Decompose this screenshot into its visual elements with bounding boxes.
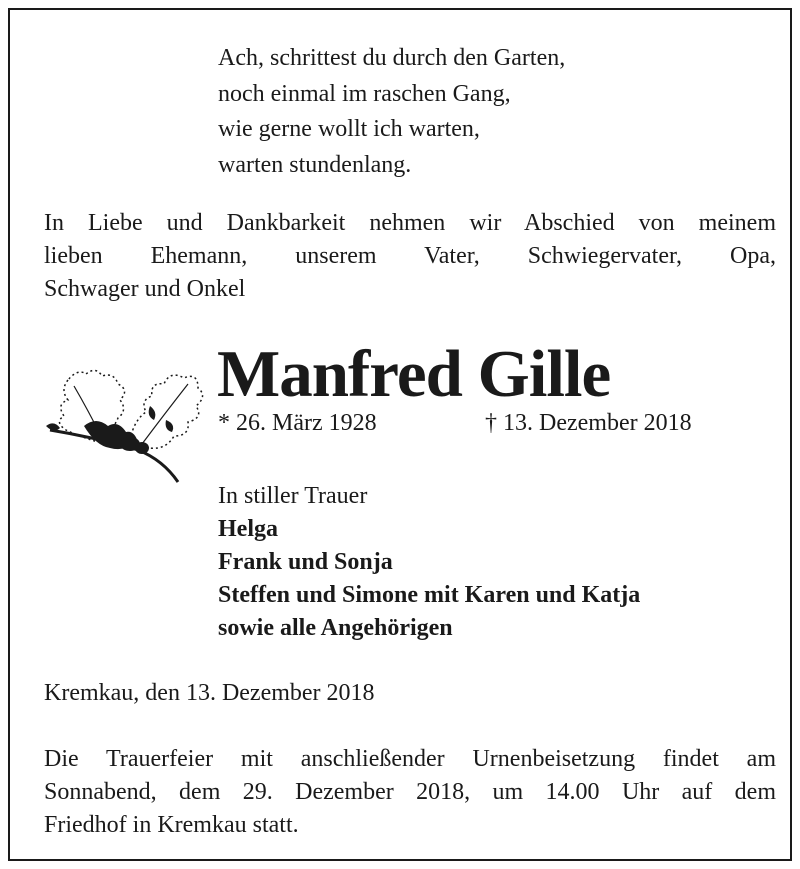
mourners-block (218, 480, 640, 645)
poem-line: warten stundenlang. (218, 151, 412, 178)
deceased-name: Manfred Gille (217, 337, 611, 411)
mourner-name: Helga (218, 516, 278, 542)
intro-line: In Liebe und Dankbarkeit nehmen wir Abschied von meinem (44, 210, 776, 236)
mourner-name: Steffen und Simone mit Karen und Katja (218, 582, 641, 608)
intro-line: Schwager und Onkel (44, 276, 246, 302)
birth-date: * 26. März 1928 (218, 410, 377, 436)
poem-line: Ach, schrittest du durch den Garten, (218, 45, 566, 71)
place-date: Kremkau, den 13. Dezember 2018 (44, 680, 375, 706)
ceremony-line: Sonnabend, dem 29. Dezember 2018, um 14.00 Uhr auf dem (44, 779, 776, 805)
poem-line: noch einmal im raschen Gang, (218, 80, 511, 107)
intro-line: lieben Ehemann, unserem Vater, Schwiegervater, Opa, (44, 243, 776, 269)
poem-line: wie gerne wollt ich warten, (218, 116, 480, 142)
death-date: † 13. Dezember 2018 (485, 410, 692, 436)
ceremony-line: Friedhof in Kremkau statt. (44, 812, 299, 838)
mourner-name: Frank und Sonja (218, 549, 393, 575)
ceremony-line: Die Trauerfeier mit anschließender Urnenbeisetzung findet am (44, 746, 776, 772)
oak-leaf-acorn-icon (38, 360, 208, 488)
ceremony-notice (44, 743, 776, 842)
mourners-heading: In stiller Trauer (218, 483, 368, 509)
poem (218, 41, 565, 183)
obituary-frame (8, 8, 792, 861)
intro-text (44, 207, 776, 306)
mourner-name: sowie alle Angehörigen (218, 615, 453, 641)
